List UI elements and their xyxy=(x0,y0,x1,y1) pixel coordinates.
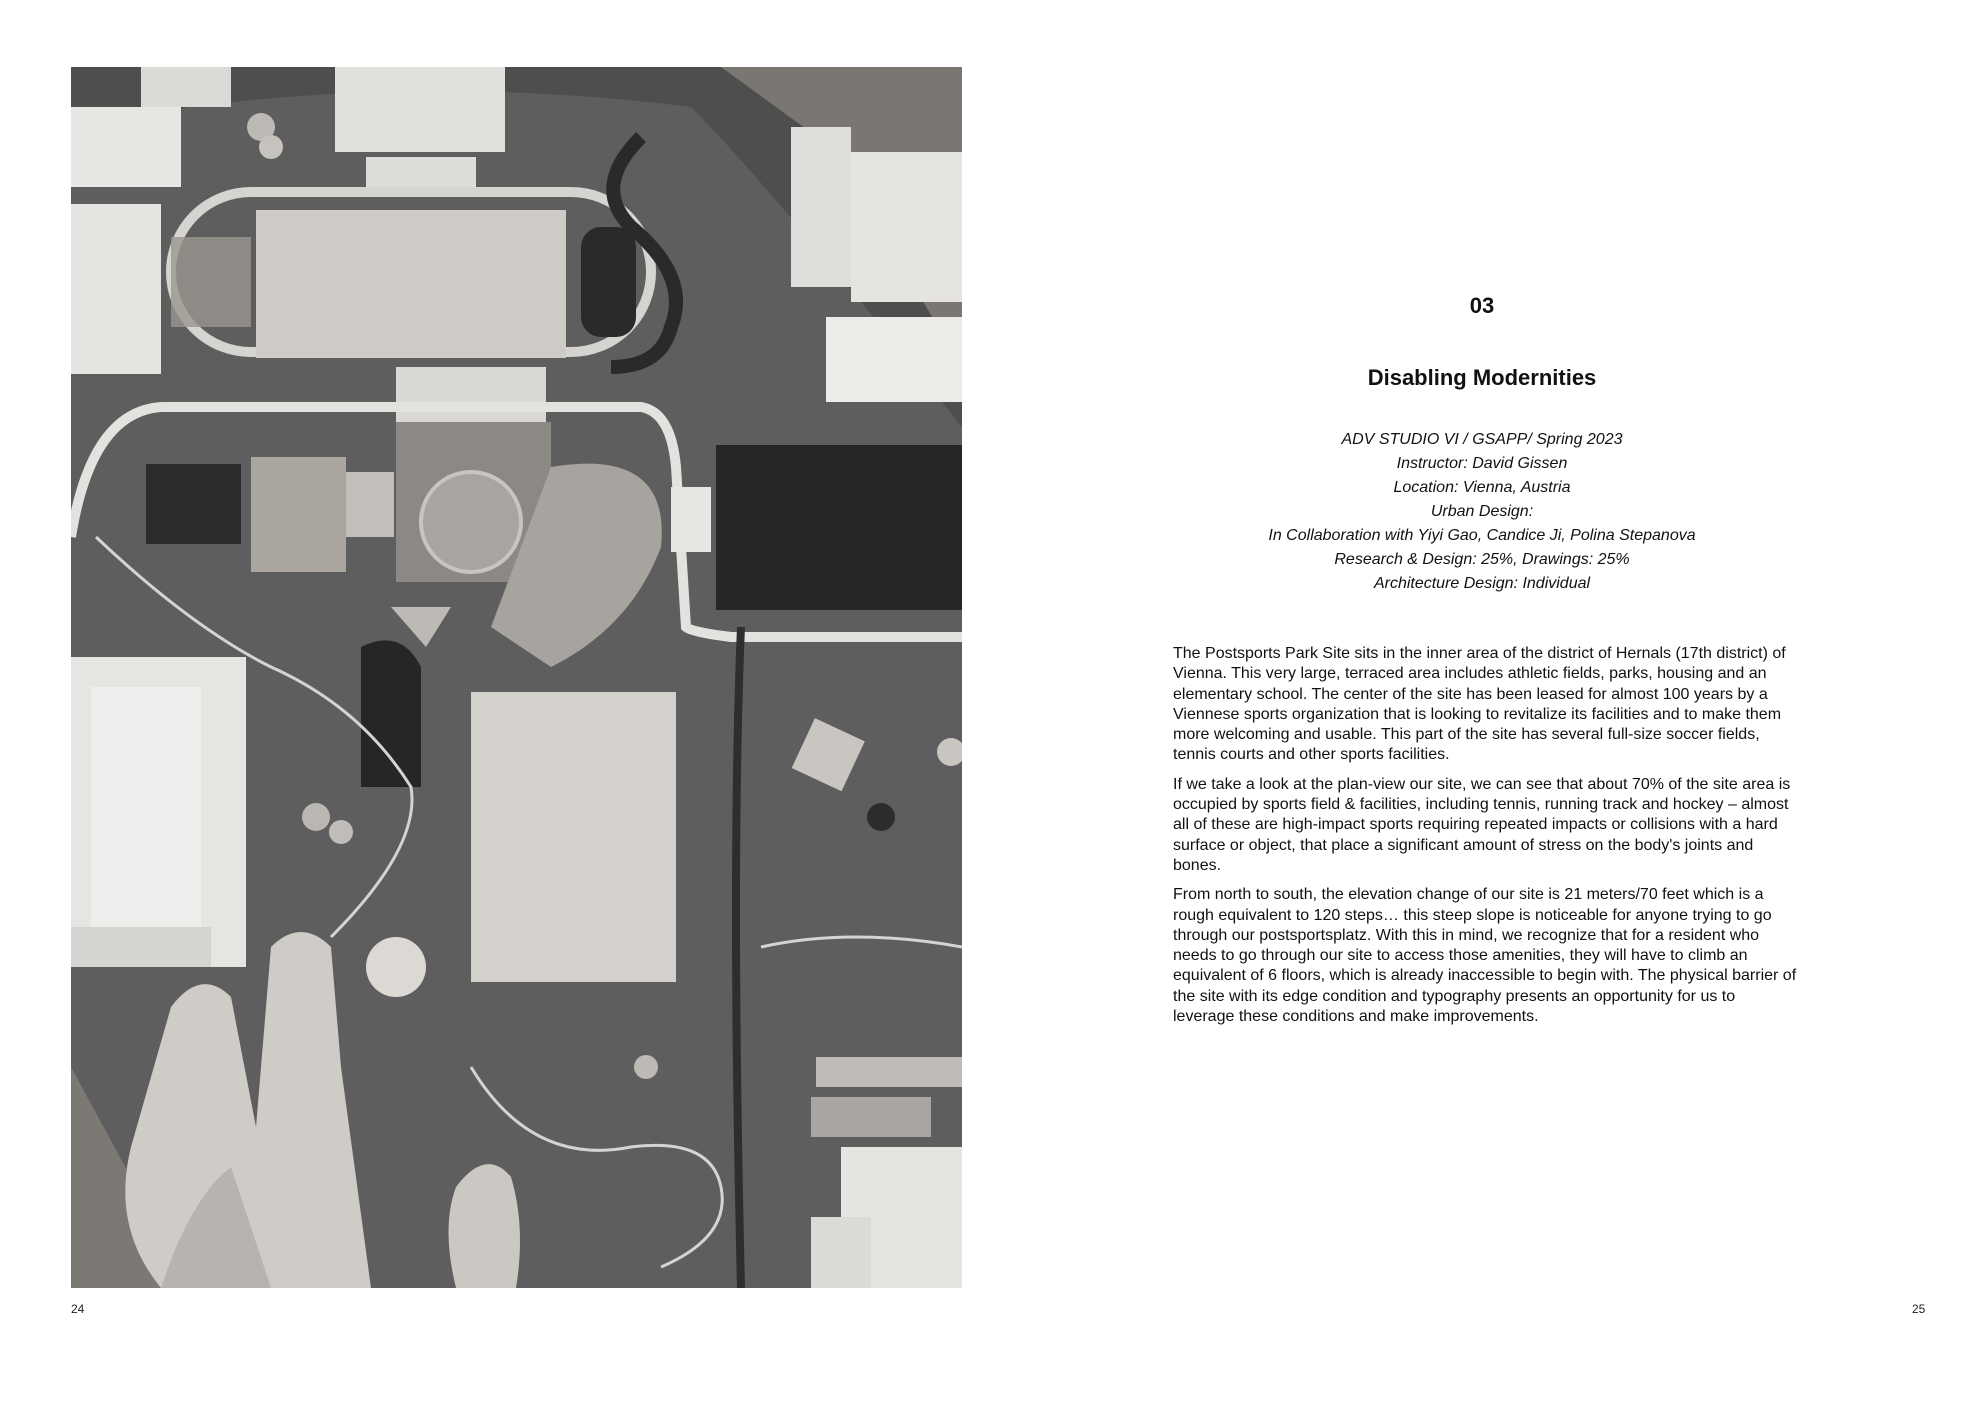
site-model-illustration xyxy=(71,67,962,1288)
project-title: Disabling Modernities xyxy=(1367,365,1597,390)
site-model-photo xyxy=(71,67,962,1288)
credit-line-architecture: Architecture Design: Individual xyxy=(1373,575,1591,592)
credit-line-instructor: Instructor: David Gissen xyxy=(1396,455,1568,472)
paragraph-site: The Postsports Park Site sits in the inner area of the district of Hernals (17th district) of Vienna. This very large, terraced area includes athletic fields, parks, housing and an elementary school. The center of the site has been leased for almost 100 years by a Viennese sports organization that is looking to revitalize its facilities and to make them more welcoming and usable. This part of the site has several full-size soccer fields, tennis courts and other sports facilities. xyxy=(1173,645,1786,764)
credit-line-collaborators: In Collaboration with Yiyi Gao, Candice Ji, Polina Stepanova xyxy=(1268,527,1696,544)
project-number: 03 xyxy=(1469,293,1495,318)
credit-line-contribution: Research & Design: 25%, Drawings: 25% xyxy=(1334,551,1630,568)
project-description xyxy=(1173,644,1799,1036)
page-number-right: 25 xyxy=(1912,1302,1926,1316)
credit-line-discipline: Urban Design: xyxy=(1430,503,1534,520)
paragraph-plan-view: If we take a look at the plan-view our site, we can see that about 70% of the site area is occupied by sports field & facilities, including tennis, running track and hockey – almost all of these are high-impact sports requiring repeated impacts or collisions with a hard surface or object, that place a significant amount of stress on the body's joints and bones. xyxy=(1173,775,1791,874)
credit-line-location: Location: Vienna, Austria xyxy=(1393,479,1571,496)
project-credits xyxy=(1172,428,1792,596)
paragraph-elevation: From north to south, the elevation change of our site is 21 meters/70 feet which is a rough equivalent to 120 steps… this steep slope is noticeable for anyone trying to go through our postsportsplatz. With this in mind, we recognize that for a resident who needs to go through our site to access those amenities, they will have to climb an equivalent of 6 floors, which is already inaccessible to begin with. The physical barrier of the site with its edge condition and typography presents an opportunity for us to leverage these conditions and make improvements. xyxy=(1173,886,1797,1026)
page-number-left: 24 xyxy=(71,1302,85,1316)
credit-line-studio: ADV STUDIO VI / GSAPP/ Spring 2023 xyxy=(1341,431,1623,448)
